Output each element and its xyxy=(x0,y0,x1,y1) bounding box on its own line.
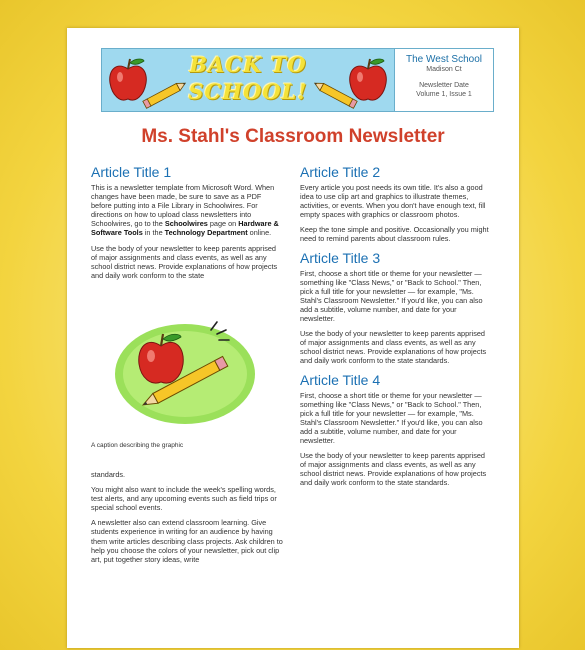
article-3-paragraph-2: Use the body of your newsletter to keep parents apprised of major assignments and class events, as well as any school district news. Provide explanations of how projects and daily work conform to the state standards. xyxy=(300,329,487,366)
article-1-bold-schoolwires: Schoolwires xyxy=(164,219,208,229)
article-1-text-e: online. xyxy=(247,228,272,238)
article-3-paragraph-1: First, choose a short title or theme for your newsletter — something like "Class News," or "Back to School." Then, pick a full title for your newsletter — for example, "Ms. Stahl's Classroom Newsletter." If you'd like, you can also add a subtitle, volume number, and date for your newsletter. xyxy=(300,268,483,324)
school-info-box xyxy=(394,48,494,112)
article-2-paragraph-1: Every article you post needs its own title. It's also a good idea to use clip art and graphics to illustrate themes, activities, or events. When you don't have enough text, fill empty spaces with graphics or classroom photos. xyxy=(300,183,486,220)
article-1-paragraph-4: You might also want to include the week's spelling words, test alerts, and any upcoming events such as field trips or special school events. xyxy=(91,485,277,513)
article-1-paragraph-1 xyxy=(91,183,283,238)
banner-title xyxy=(174,51,322,105)
school-location: Madison Ct xyxy=(426,66,462,73)
newsletter-page xyxy=(67,28,519,648)
apple-icon xyxy=(346,55,390,107)
graphic-caption: A caption describing the graphic xyxy=(91,442,184,449)
apple-pencil-graphic xyxy=(93,316,283,428)
article-1-bold-hardware: Hardware & Software Tools xyxy=(91,219,279,238)
school-name: The West School xyxy=(406,54,482,65)
article-3-title: Article Title 3 xyxy=(300,249,381,266)
article-1-title: Article Title 1 xyxy=(91,164,172,180)
article-1-paragraph-5: A newsletter also can extend classroom learning. Give students experience in writing for an audience by having them write articles describing class projects. Ask children to help you choose the colors of your newsletter, pick out clip art, put together story ideas, write xyxy=(91,518,283,564)
article-1-text-a: This is a newsletter template from Microsoft Word. When changes have been made, be sure to save as a PDF before putting into a File Library in Schoolwires. For directions on how to upload class newsletters into Schoolwires, go to the xyxy=(91,183,275,229)
article-1-text-c: page on xyxy=(207,219,239,229)
article-4-paragraph-1: First, choose a short title or theme for your newsletter — something like "Class News," or "Back to School." Then, pick a full title for your newsletter — for example, "Ms. Stahl's Classroom Newsletter." If you'd like, you can also add a subtitle, volume number, and date for your newsletter. xyxy=(300,390,483,445)
article-4-paragraph-2: Use the body of your newsletter to keep parents apprised of major assignments and class events, as well as any school district news. Provide explanations of how projects and daily work conform to the state standards. xyxy=(300,451,487,488)
article-1-continued xyxy=(91,470,283,570)
banner-line-2: SCHOOL! xyxy=(188,79,308,104)
article-1-paragraph-2: Use the body of your newsletter to keep parents apprised of major assignments and class events, as well as any school district news. Provide explanations of how projects and daily work conform to the state xyxy=(91,243,278,280)
article-1-text-d: in the xyxy=(142,228,165,238)
banner-line-1: BACK TO xyxy=(189,52,307,77)
article-1-paragraph-3: standards. xyxy=(91,470,126,479)
article-2-title: Article Title 2 xyxy=(300,164,381,180)
left-column xyxy=(91,164,283,564)
back-to-school-banner xyxy=(101,48,395,112)
newsletter-date: Newsletter Date xyxy=(419,82,469,89)
newsletter-issue: Volume 1, Issue 1 xyxy=(416,91,472,98)
article-2-paragraph-2: Keep the tone simple and positive. Occasionally you might need to remind parents about classroom rules. xyxy=(300,225,489,244)
article-4-title: Article Title 4 xyxy=(300,371,381,388)
article-1-bold-technology: Technology Department xyxy=(164,228,248,238)
right-column xyxy=(300,164,492,493)
newsletter-headline: Ms. Stahl's Classroom Newsletter xyxy=(141,126,445,147)
